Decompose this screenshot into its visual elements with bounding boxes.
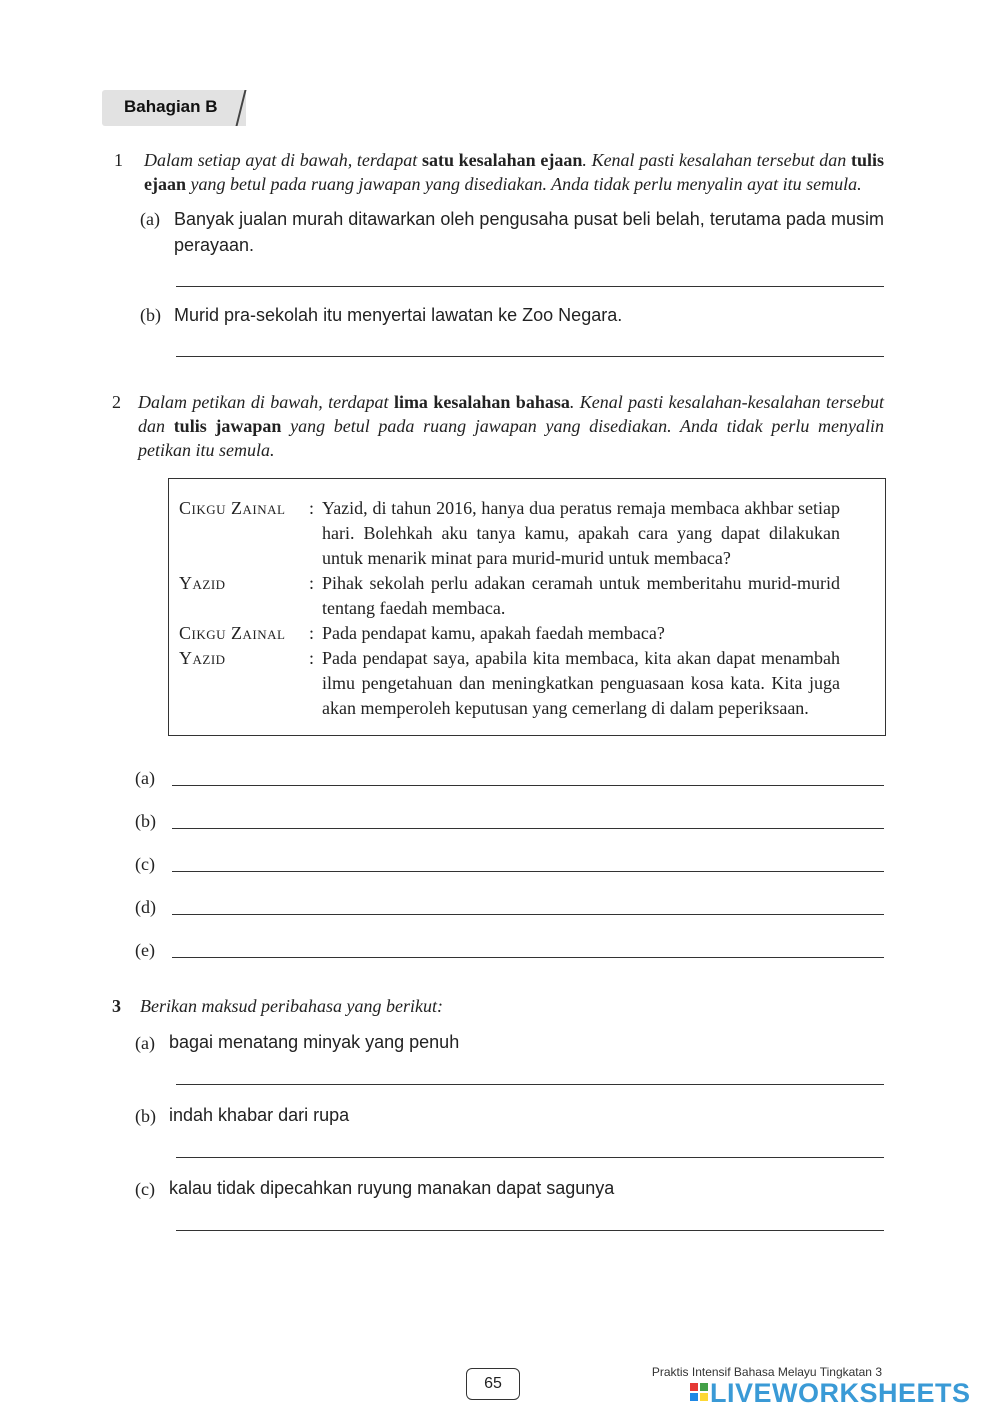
q3c-answer-line[interactable] [176,1230,884,1231]
q3b-answer-line[interactable] [176,1157,884,1158]
instruction-emphasis: tulis ejaan [144,150,884,194]
instruction-emphasis: lima kesalahan bahasa [393,392,570,412]
dialogue-speaker: Cikgu Zainal [179,623,286,643]
logo-text: LIVEWORKSHEETS [710,1378,971,1408]
q2b-answer-line[interactable] [172,828,884,829]
dialogue-colon: : [309,573,315,593]
q2d-answer-line[interactable] [172,914,884,915]
q3a-answer-line[interactable] [176,1084,884,1085]
instruction-text: yang betul pada ruang jawapan yang disediakan. Anda tidak perlu menyalin petikan itu semula. [138,416,885,460]
q2-instruction [138,390,884,462]
q1a-answer-line[interactable] [176,286,884,287]
q2e-answer-line[interactable] [172,957,884,958]
q2d-label: (d) [135,897,156,917]
q3-number: 3 [112,996,121,1016]
q2b-label: (b) [135,811,156,831]
dialogue-speech: Pada pendapat saya, apabila kita membaca, kita akan dapat menambah ilmu pengetahuan dan meningkatkan penguasaan kosa kata. Kita juga akan memperoleh keputusan yang cemerlang di dalam peperiksaan. [322,648,840,718]
liveworksheets-logo[interactable] [690,1378,988,1406]
dialogue-colon: : [309,648,315,668]
q3a-text: bagai menatang minyak yang penuh [169,1032,460,1052]
dialogue-box [168,478,886,736]
instruction-text: Dalam petikan di bawah, terdapat [138,392,394,412]
q2a-label: (a) [135,768,155,788]
q1b-text: Murid pra-sekolah itu menyertai lawatan ke Zoo Negara. [174,305,623,325]
dialogue-speech: Pihak sekolah perlu adakan ceramah untuk memberitahu murid-murid tentang faedah membaca. [322,573,840,618]
q1a-text: Banyak jualan murah ditawarkan oleh pengusaha pusat beli belah, terutama pada musim perayaan. [174,209,884,255]
q2a-answer-line[interactable] [172,785,884,786]
instruction-emphasis: satu kesalahan ejaan [421,150,583,170]
instruction-text: . Kenal pasti kesalahan tersebut dan [582,150,851,170]
q1b-label: (b) [140,305,161,325]
q3b-label: (b) [135,1106,156,1126]
q2-number: 2 [112,392,121,412]
book-title: Praktis Intensif Bahasa Melayu Tingkatan 3 [651,1365,882,1379]
section-tab [102,90,246,126]
logo-squares-icon [690,1383,708,1401]
q3c-text: kalau tidak dipecahkan ruyung manakan dapat sagunya [169,1178,615,1198]
instruction-emphasis: tulis jawapan [173,416,282,436]
q3b-text: indah khabar dari rupa [169,1105,350,1125]
page-number: 65 [466,1368,520,1400]
q1-instruction [144,148,884,196]
dialogue-speech: Yazid, di tahun 2016, hanya dua peratus remaja membaca akhbar setiap hari. Bolehkah aku tanya kamu, apakah cara yang dapat dilakukan untuk menarik minat para murid-murid untuk membaca? [322,498,840,568]
dialogue-speaker: Yazid [179,573,226,593]
q3-instruction: Berikan maksud peribahasa yang berikut: [140,996,443,1016]
q2c-answer-line[interactable] [172,871,884,872]
dialogue-speaker: Cikgu Zainal [179,498,286,518]
dialogue-speech: Pada pendapat kamu, apakah faedah membaca? [322,623,665,643]
dialogue-colon: : [309,623,315,643]
q1b-answer-line[interactable] [176,356,884,357]
q1-number: 1 [114,150,123,170]
instruction-text: yang betul pada ruang jawapan yang disediakan. Anda tidak perlu menyalin ayat itu semula. [186,174,862,194]
q3a-label: (a) [135,1033,155,1053]
section-title: Bahagian B [124,97,218,116]
q2e-label: (e) [135,940,155,960]
dialogue-speaker: Yazid [179,648,226,668]
instruction-text: . Kenal pasti kesalahan-kesalahan tersebut dan [138,392,884,436]
q1a-label: (a) [140,209,160,229]
dialogue-colon: : [309,498,315,518]
instruction-text: Dalam setiap ayat di bawah, terdapat [144,150,422,170]
q3c-label: (c) [135,1179,155,1199]
q2c-label: (c) [135,854,155,874]
